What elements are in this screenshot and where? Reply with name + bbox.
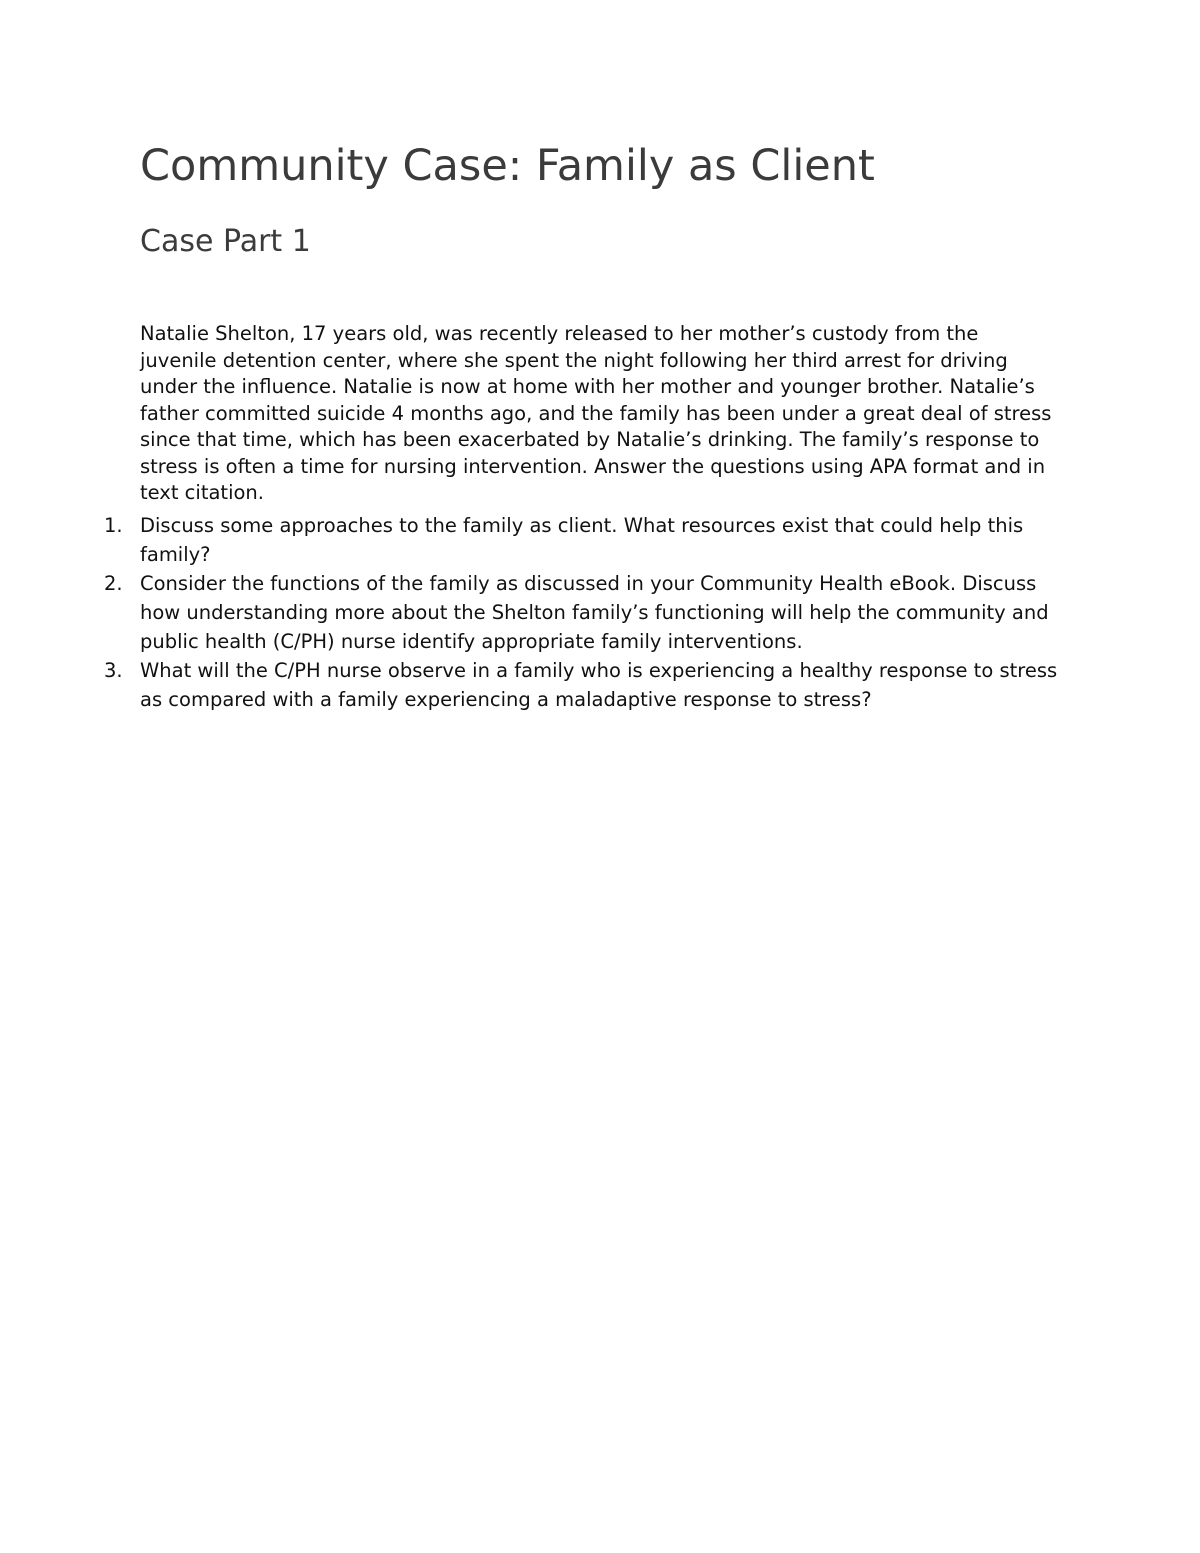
question-item [100,569,1060,656]
case-paragraph: Natalie Shelton, 17 years old, was recently released to her mother’s custody from the juvenile detention center, where she spent the night following her third arrest for driving under the influence. Natalie is now at home with her mother and younger brother. Natalie’s father committed suicide 4 months ago, and the family has been under a great deal of stress since that time, which has been exacerbated by Natalie’s drinking. The family’s response to stress is often a time for nursing intervention. Answer the questions using APA format and in text citation. [140,322,1052,504]
question-number: 3. [104,659,123,682]
question-item [100,511,1060,569]
document-title: Community Case: Family as Client [140,141,875,191]
question-number: 2. [104,572,123,595]
question-item [100,656,1060,714]
question-text: What will the C/PH nurse observe in a family who is experiencing a healthy response to stress as compared with a family experiencing a maladaptive response to stress? [140,659,1058,711]
question-number: 1. [104,514,123,537]
question-text: Consider the functions of the family as discussed in your Community Health eBook. Discuss how understanding more about the Shelton family’s functioning will help the community and public health (C/PH) nurse identify appropriate family interventions. [140,572,1049,653]
question-list [100,511,1060,714]
document-subtitle: Case Part 1 [140,224,311,259]
question-text: Discuss some approaches to the family as client. What resources exist that could help this family? [140,514,1024,566]
